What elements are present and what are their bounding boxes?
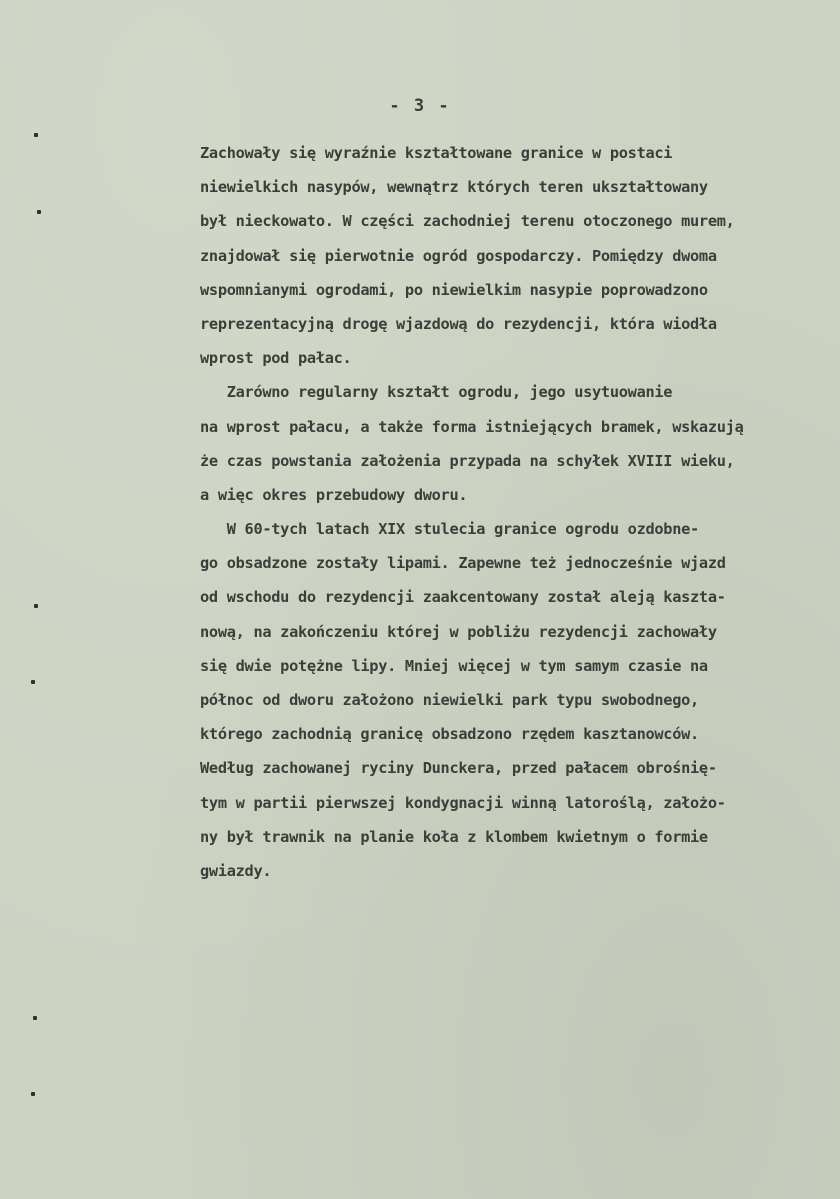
paragraph — [200, 136, 825, 375]
margin-punch-mark — [34, 133, 38, 137]
text-line: wspomnianymi ogrodami, po niewielkim nasypie poprowadzono — [200, 280, 708, 299]
text-line: Zachowały się wyraźnie kształtowane granice w postaci — [200, 144, 673, 162]
text-line: znajdował się pierwotnie ogród gospodarczy. Pomiędzy dwoma — [200, 246, 717, 265]
paragraph — [200, 375, 825, 512]
text-line: niewielkich nasypów, wewnątrz których teren ukształtowany — [200, 178, 708, 197]
text-line: że czas powstania założenia przypada na schyłek XVIII wieku, — [200, 451, 735, 470]
text-line: którego zachodnią granicę obsadzono rzędem kasztanowców. — [200, 725, 699, 744]
text-line: reprezentacyjną drogę wjazdową do rezydencji, która wiodła — [200, 314, 717, 333]
margin-punch-mark — [34, 604, 38, 608]
margin-punch-mark — [31, 680, 35, 684]
text-line: na wprost pałacu, a także forma istniejących bramek, wskazują — [200, 417, 744, 436]
body-text — [200, 136, 825, 888]
text-line: od wschodu do rezydencji zaakcentowany został aleją kaszta- — [200, 588, 726, 607]
text-line: tym w partii pierwszej kondygnacji winną latoroślą, założo- — [200, 793, 726, 812]
text-line: a więc okres przebudowy dworu. — [200, 485, 468, 504]
margin-punch-mark — [37, 210, 41, 214]
text-line: W 60-tych latach XIX stulecia granice ogrodu ozdobne- — [200, 520, 699, 539]
text-line: nową, na zakończeniu której w pobliżu rezydencji zachowały — [200, 622, 717, 641]
page-number — [0, 96, 840, 116]
text-line: ny był trawnik na planie koła z klombem kwietnym o formie — [200, 827, 708, 846]
text-line: się dwie potężne lipy. Mniej więcej w tym samym czasie na — [200, 656, 708, 675]
margin-punch-mark — [31, 1092, 35, 1096]
text-line: gwiazdy. — [200, 861, 272, 880]
page-number-text: - 3 - — [389, 96, 451, 116]
text-line: północ od dworu założono niewielki park typu swobodnego, — [200, 691, 699, 709]
text-line: był nieckowato. W części zachodniej terenu otoczonego murem, — [200, 212, 735, 231]
text-line: Według zachowanej ryciny Dunckera, przed pałacem obrośnię- — [200, 759, 717, 778]
text-line: go obsadzone zostały lipami. Zapewne też jednocześnie wjazd — [200, 554, 726, 573]
margin-punch-mark — [33, 1016, 37, 1020]
paragraph — [200, 512, 825, 888]
text-line: wprost pod pałac. — [200, 349, 352, 368]
text-line: Zarówno regularny kształt ogrodu, jego usytuowanie — [200, 383, 673, 402]
